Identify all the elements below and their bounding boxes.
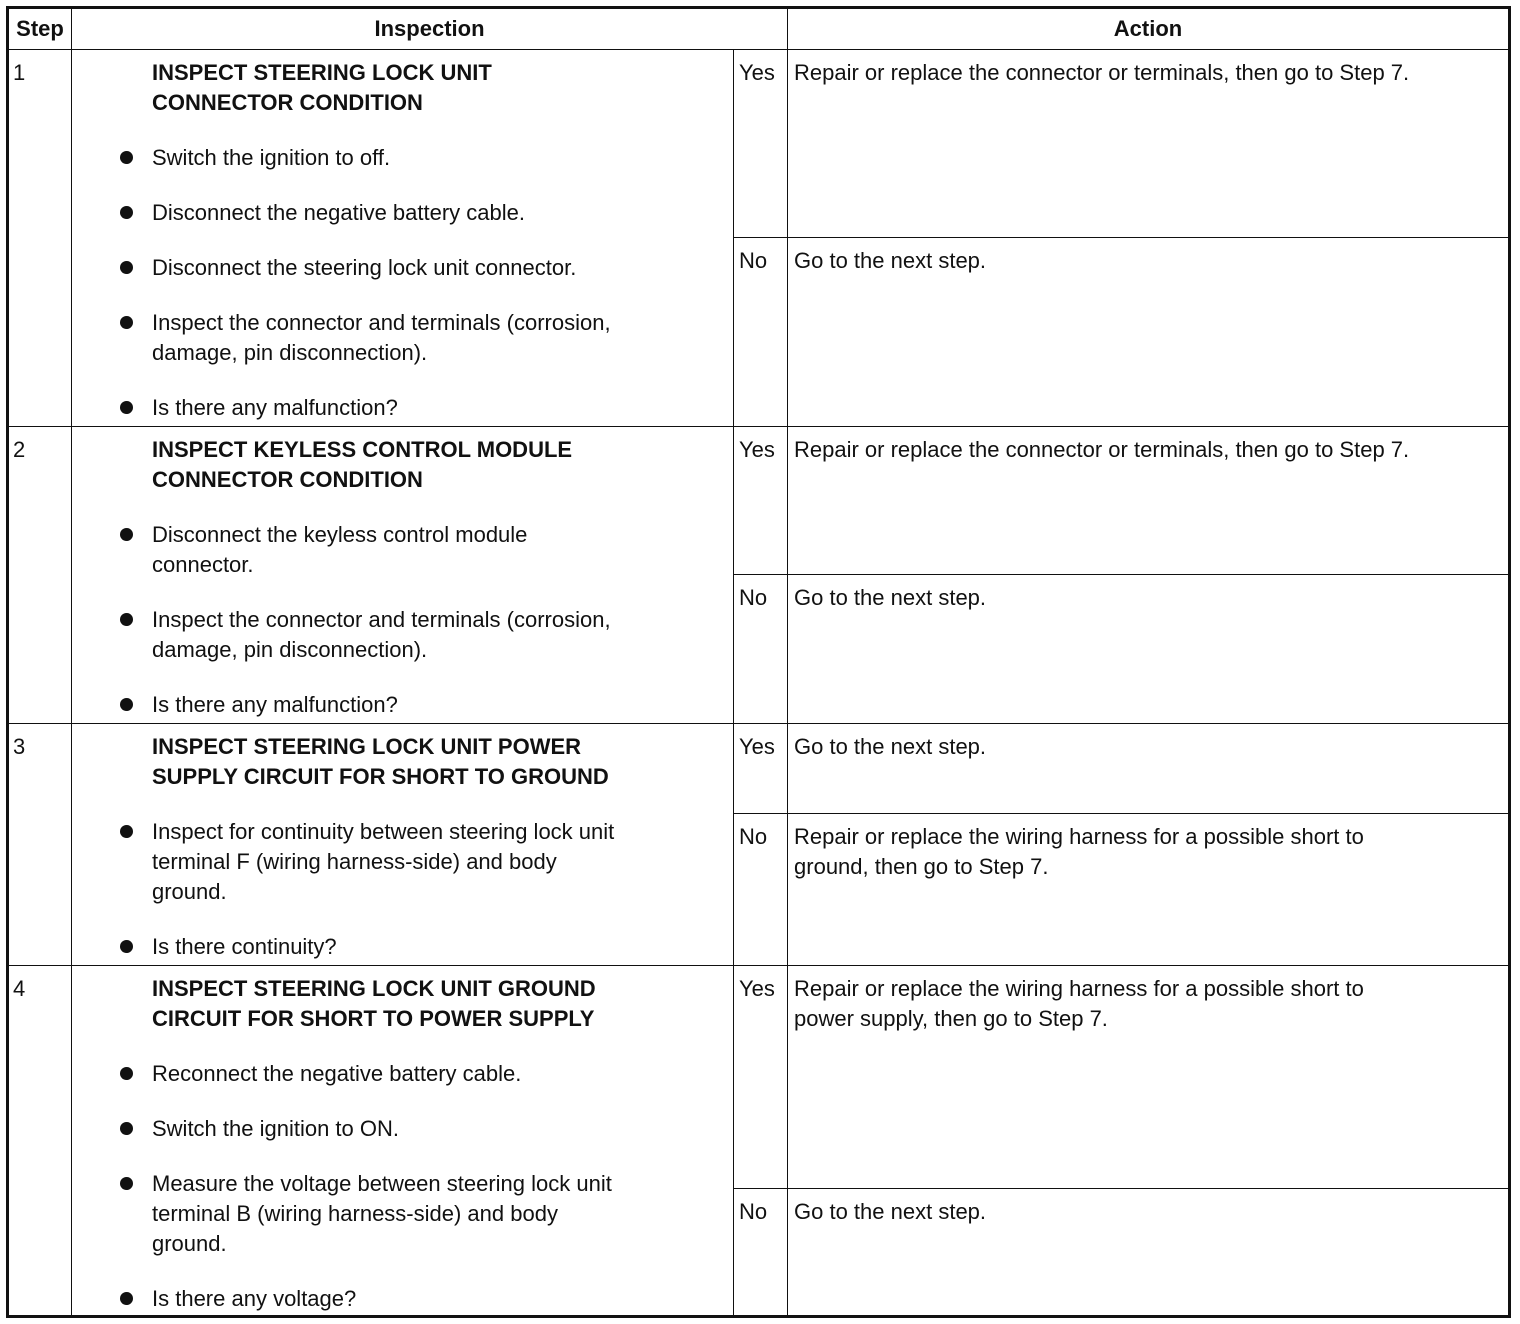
bullet-dot-icon [120,206,133,219]
inspection-title [152,974,713,1034]
inspection-bullet-line: Disconnect the keyless control module [152,522,528,548]
bullet-dot-icon [120,528,133,541]
inspection-title-line: CONNECTOR CONDITION [152,467,423,493]
inspection-bullet [152,690,713,720]
step-row-3 [8,723,1510,813]
inspection-cell [72,723,734,965]
no-action-line: Repair or replace the wiring harness for a possible short to [794,823,1364,849]
bullet-dot-icon [120,613,133,626]
no-label: No [734,238,788,427]
header-step: Step [8,8,72,50]
inspection-bullet-line: Inspect for continuity between steering lock unit [152,818,615,844]
yes-label: Yes [734,965,788,1188]
inspection-bullet-line: Is there any malfunction? [152,692,398,718]
yes-action-line: Repair or replace the connector or terminals, then go to Step 7. [794,60,1410,85]
step-row-4 [8,965,1510,1188]
inspection-bullet-line: Inspect the connector and terminals (corrosion, [152,607,611,633]
bullet-dot-icon [120,1122,133,1135]
inspection-cell [72,965,734,1316]
inspection-bullet [152,1169,713,1259]
yes-label: Yes [734,723,788,813]
inspection-bullet [152,308,713,368]
inspection-bullet-line: ground. [152,1230,227,1256]
no-label: No [734,813,788,965]
inspection-title [152,435,713,495]
yes-action [788,723,1510,813]
diagnostic-table [6,6,1511,1318]
bullet-dot-icon [120,940,133,953]
inspection-title-line: CONNECTOR CONDITION [152,90,423,115]
inspection-bullet-line: Disconnect the negative battery cable. [152,200,526,225]
no-action [788,575,1510,723]
inspection-title-line: SUPPLY CIRCUIT FOR SHORT TO GROUND [152,763,609,789]
inspection-bullet-line: ground. [152,878,227,904]
yes-action [788,965,1510,1188]
bullet-dot-icon [120,151,133,164]
no-action-line: Go to the next step. [794,248,987,274]
yes-action-line: power supply, then go to Step 7. [794,1005,1108,1031]
inspection-bullet [152,253,713,283]
inspection-bullet [152,932,713,962]
step-number: 4 [8,965,72,1316]
bullet-dot-icon [120,1067,133,1080]
inspection-title-line: INSPECT STEERING LOCK UNIT [152,60,492,85]
no-action-line: ground, then go to Step 7. [794,853,1049,879]
no-label: No [734,1188,788,1316]
inspection-bullet-line: Is there any malfunction? [152,395,398,420]
no-action [788,238,1510,427]
no-label: No [734,575,788,723]
header-row [8,8,1510,50]
inspection-bullet [152,605,713,665]
yes-label: Yes [734,50,788,238]
table-body [8,50,1510,1317]
inspection-title [152,58,713,118]
inspection-title-line: CIRCUIT FOR SHORT TO POWER SUPPLY [152,1005,595,1031]
inspection-bullet [152,520,713,580]
inspection-bullet [152,1059,713,1089]
bullet-dot-icon [120,316,133,329]
no-action-line: Go to the next step. [794,1198,987,1224]
bullet-dot-icon [120,401,133,414]
inspection-bullet [152,198,713,228]
inspection-bullet-line: terminal B (wiring harness-side) and body [152,1200,558,1226]
inspection-bullet-line: connector. [152,552,254,578]
step-row-1 [8,50,1510,238]
inspection-cell [72,427,734,723]
yes-action-line: Go to the next step. [794,733,987,759]
inspection-title-line: INSPECT STEERING LOCK UNIT POWER [152,733,582,759]
inspection-bullet-line: damage, pin disconnection). [152,340,428,365]
inspection-bullet-line: Is there any voltage? [152,1285,357,1311]
inspection-bullet [152,817,713,907]
inspection-bullet-line: Measure the voltage between steering lock unit [152,1170,612,1196]
yes-action [788,50,1510,238]
inspection-title [152,732,713,792]
no-action [788,813,1510,965]
step-number: 3 [8,723,72,965]
inspection-cell [72,50,734,427]
inspection-bullet-line: Switch the ignition to off. [152,145,391,170]
bullet-dot-icon [120,1292,133,1305]
header-action: Action [788,8,1510,50]
no-action-line: Go to the next step. [794,585,987,611]
yes-label: Yes [734,427,788,575]
inspection-bullet-line: damage, pin disconnection). [152,637,428,663]
inspection-bullet [152,393,713,423]
step-row-2 [8,427,1510,575]
inspection-title-line: INSPECT STEERING LOCK UNIT GROUND [152,975,596,1001]
bullet-dot-icon [120,261,133,274]
bullet-dot-icon [120,825,133,838]
yes-action [788,427,1510,575]
inspection-bullet [152,143,713,173]
diagnostic-procedure [6,6,1508,1318]
header-inspection: Inspection [72,8,788,50]
inspection-bullet-line: Switch the ignition to ON. [152,1115,400,1141]
inspection-bullet [152,1284,713,1314]
inspection-bullet-line: terminal F (wiring harness-side) and body [152,848,557,874]
inspection-bullet-line: Disconnect the steering lock unit connector. [152,255,577,280]
yes-action-line: Repair or replace the wiring harness for a possible short to [794,975,1364,1001]
inspection-bullet-line: Reconnect the negative battery cable. [152,1060,522,1086]
step-number: 2 [8,427,72,723]
bullet-dot-icon [120,1177,133,1190]
inspection-bullet-line: Inspect the connector and terminals (corrosion, [152,310,611,335]
inspection-bullet-line: Is there continuity? [152,933,337,959]
step-number: 1 [8,50,72,427]
bullet-dot-icon [120,698,133,711]
no-action [788,1188,1510,1316]
inspection-title-line: INSPECT KEYLESS CONTROL MODULE [152,437,573,463]
inspection-bullet [152,1114,713,1144]
yes-action-line: Repair or replace the connector or terminals, then go to Step 7. [794,437,1410,463]
